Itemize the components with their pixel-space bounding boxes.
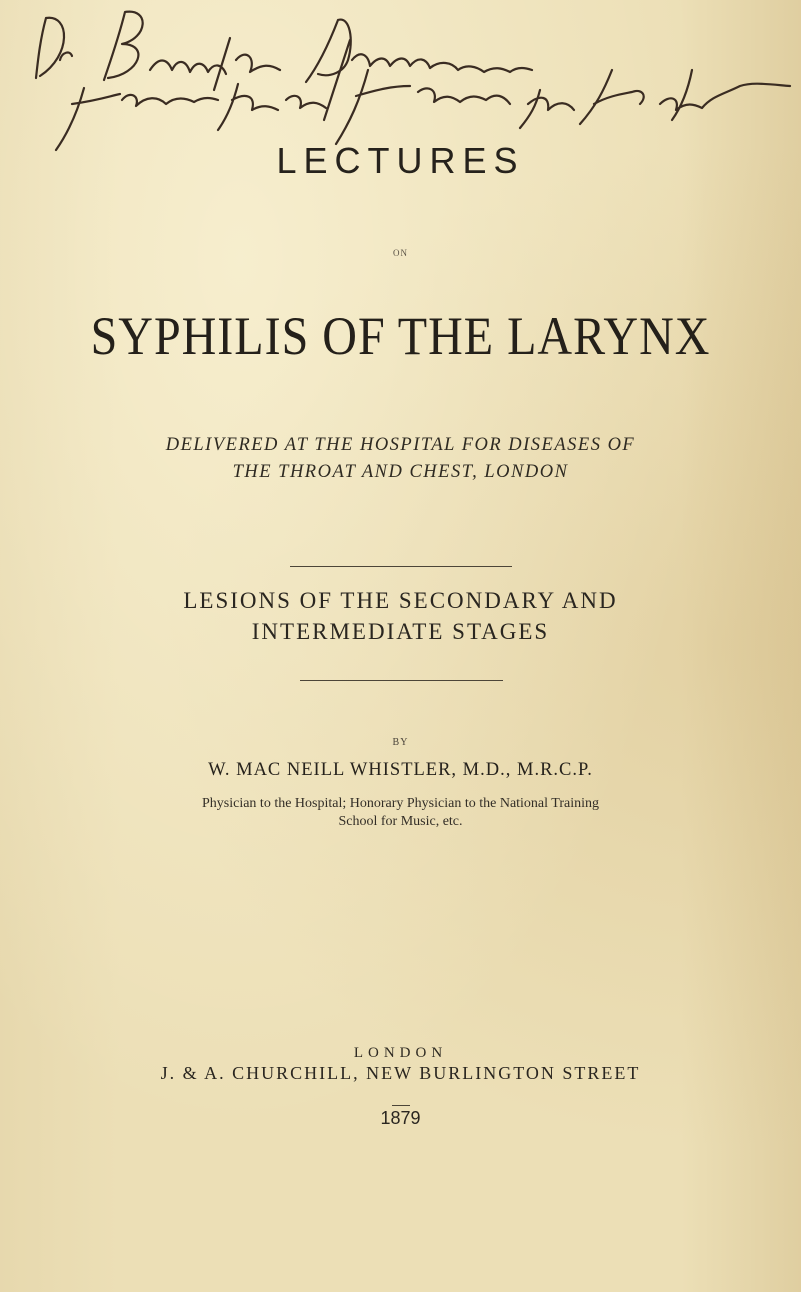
author-name: W. MAC NEILL WHISTLER, M.D., M.R.C.P. <box>208 760 593 780</box>
year-rule <box>392 1105 410 1106</box>
author-credentials <box>0 795 801 831</box>
delivered-line-1: DELIVERED AT THE HOSPITAL FOR DISEASES OF <box>165 435 636 455</box>
book-title: SYPHILIS OF THE LARYNX <box>90 306 711 367</box>
divider-rule <box>290 566 512 567</box>
divider-rule <box>300 680 503 681</box>
section-line-2: INTERMEDIATE STAGES <box>251 619 550 644</box>
imprint-city: LONDON <box>353 1045 448 1061</box>
credentials-line-1: Physician to the Hospital; Honorary Physician to the National Training <box>201 796 600 811</box>
credentials-line-2: School for Music, etc. <box>338 814 463 829</box>
delivered-subtitle <box>0 432 801 486</box>
delivered-line-2: THE THROAT AND CHEST, LONDON <box>232 462 569 482</box>
section-line-1: LESIONS OF THE SECONDARY AND <box>183 588 618 613</box>
by-label: BY <box>392 737 409 748</box>
title-lectures: LECTURES <box>276 140 525 181</box>
title-on: ON <box>393 248 408 258</box>
imprint-year: 1879 <box>380 1108 421 1128</box>
imprint-publisher: J. & A. CHURCHILL, NEW BURLINGTON STREET <box>160 1063 641 1083</box>
section-heading <box>0 585 801 647</box>
